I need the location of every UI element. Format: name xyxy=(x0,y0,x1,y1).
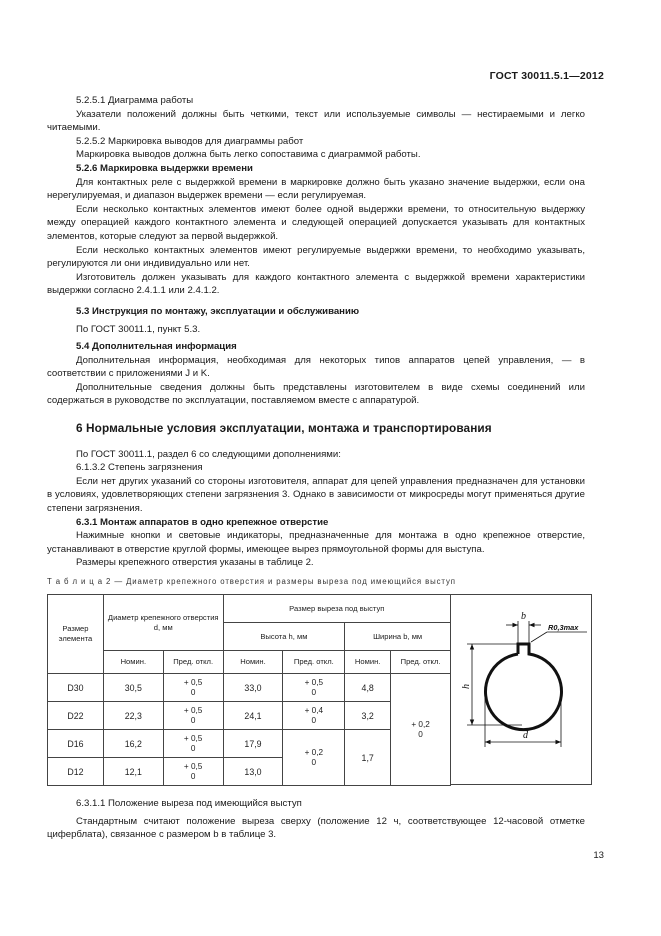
table-row xyxy=(48,702,451,730)
paragraph: Для контактных реле с выдержкой времени в маркировке должно быть указано значение выдержки, если она нерегулируемая, и диапазон выдержек времени — если регулируемая. xyxy=(47,176,585,202)
clause-6-3-1-heading: 6.3.1 Монтаж аппаратов в одно крепежное отверстие xyxy=(76,516,329,528)
clause-6-1-3-2-title: 6.1.3.2 Степень загрязнения xyxy=(76,462,203,474)
section-6-heading: 6 Нормальные условия эксплуатации, монтажа и транспортирования xyxy=(76,421,492,436)
header-diameter: Диаметр крепежного отверстия d, мм xyxy=(103,595,223,651)
clause-5-4-heading: 5.4 Дополнительная информация xyxy=(76,341,237,353)
clause-6-3-1-1 xyxy=(47,797,585,842)
dev-upper: + 0,5 xyxy=(183,705,203,715)
cell-h-dev xyxy=(283,702,345,730)
cell-b-shared: 1,7 xyxy=(345,730,391,786)
cell-size: D30 xyxy=(48,674,104,702)
cell-b: 4,8 xyxy=(345,674,391,702)
header-deviation: Пред. откл. xyxy=(283,651,345,674)
clause-5-2-5-2-title: 5.2.5.2 Маркировка выводов для диаграммы работ xyxy=(76,135,304,147)
paragraph: Если несколько контактных элементов имеют регулируемые выдержки времени, то необходимо указывать, регулируются ли они индивидуально или нет. xyxy=(47,244,585,270)
cell-d: 12,1 xyxy=(103,758,163,786)
clause-5-2-6-heading: 5.2.6 Маркировка выдержки времени xyxy=(76,162,253,174)
dev-upper: + 0,2 xyxy=(411,719,430,729)
clause-5-2-5-1-title: 5.2.5.1 Диаграмма работы xyxy=(76,95,194,106)
cell-d-dev xyxy=(163,702,223,730)
paragraph: Изготовитель должен указывать для каждого контактного элемента с выдержкой времени характеристики выдержки согласно 2.4.1.1 или 2.4.1.2. xyxy=(47,271,585,297)
header-nominal: Номин. xyxy=(345,651,391,674)
page-number: 13 xyxy=(593,850,604,861)
cell-d-dev xyxy=(163,758,223,786)
dev-upper: + 0,2 xyxy=(304,747,324,757)
label-d: d xyxy=(523,730,528,741)
dev-lower: 0 xyxy=(190,771,196,781)
header-deviation: Пред. откл. xyxy=(391,651,451,674)
cell-d-dev xyxy=(163,674,223,702)
label-h: h xyxy=(461,684,472,689)
cell-h-dev xyxy=(283,674,345,702)
cell-d-dev xyxy=(163,730,223,758)
cell-d: 30,5 xyxy=(103,674,163,702)
label-r: R0,3max xyxy=(548,623,579,632)
header-nominal: Номин. xyxy=(103,651,163,674)
dev-lower: 0 xyxy=(311,687,317,697)
dev-lower: 0 xyxy=(190,687,196,697)
clause-5-3-heading: 5.3 Инструкция по монтажу, эксплуатации и обслуживанию xyxy=(76,305,360,317)
cell-b: 3,2 xyxy=(345,702,391,730)
header-height: Высота h, мм xyxy=(223,623,345,651)
paragraph: Стандартным считают положение выреза сверху (положение 12 ч, соответствующее 12-часовой отметке циферблата), связанное с размером b в таблице 3. xyxy=(47,815,585,841)
cell-d: 22,3 xyxy=(103,702,163,730)
cell-h-dev-shared xyxy=(283,730,345,786)
dev-upper: + 0,5 xyxy=(183,761,203,771)
cell-h: 17,9 xyxy=(223,730,283,758)
cell-size: D22 xyxy=(48,702,104,730)
header-size: Размер элемента xyxy=(48,595,104,674)
table-caption: Т а б л и ц а 2 — Диаметр крепежного отверстия и размеры выреза под имеющийся выступ xyxy=(47,577,456,586)
paragraph: Если несколько контактных элементов имеют более одной выдержки времени, то относительную выдержку между операцией каждого контактного элемента и следующей операцией допускается указывать для контактных элементов, которые следуют за первой выдержкой. xyxy=(47,203,585,242)
header-width: Ширина b, мм xyxy=(345,623,451,651)
dev-lower: 0 xyxy=(311,757,317,767)
dev-upper: + 0,4 xyxy=(304,705,324,715)
clause-6-3-1-1-title: 6.3.1.1 Положение выреза под имеющийся выступ xyxy=(76,798,302,809)
hole-drawing xyxy=(451,595,591,784)
hole-outline xyxy=(486,644,562,730)
cell-b-dev-shared xyxy=(391,674,451,786)
figure-cell xyxy=(450,594,592,785)
paragraph: Размеры крепежного отверстия указаны в таблице 2. xyxy=(76,557,314,569)
paragraph: По ГОСТ 30011.1, пункт 5.3. xyxy=(76,323,201,335)
cell-size: D16 xyxy=(48,730,104,758)
dev-lower: 0 xyxy=(311,715,317,725)
dev-lower: 0 xyxy=(418,729,423,739)
label-b: b xyxy=(521,611,526,622)
dev-lower: 0 xyxy=(190,743,196,753)
paragraph: Нажимные кнопки и световые индикаторы, предназначенные для монтажа в одно крепежное отверстие, устанавливают в отверстие круглой формы, имеющее вырез прямоугольной формы для выступа. xyxy=(47,530,585,555)
table-2-area xyxy=(47,594,591,785)
cell-h: 24,1 xyxy=(223,702,283,730)
body-text xyxy=(47,94,585,570)
paragraph: Маркировка выводов должна быть легко сопоставима с диаграммой работы. xyxy=(76,149,421,161)
dev-upper: + 0,5 xyxy=(304,677,324,687)
header-deviation: Пред. откл. xyxy=(163,651,223,674)
paragraph: Если нет других указаний со стороны изготовителя, аппарат для цепей управления предназначен для установки в условиях, удовлетворяющих степени загрязнения 3. Однако в зависимости от микросреды могут применяться другие степени загрязнения. xyxy=(47,475,585,515)
table-row xyxy=(48,730,451,758)
paragraph: Дополнительная информация, необходимая для некоторых типов аппаратов цепей управления, — в соответствии с приложениями J и K. xyxy=(47,354,585,380)
document-header: ГОСТ 30011.5.1—2012 xyxy=(489,70,604,82)
dev-upper: + 0,5 xyxy=(183,677,203,687)
header-nominal: Номин. xyxy=(223,651,283,674)
paragraph: Дополнительные сведения должны быть представлены изготовителем в виде схемы соединений или содержаться в руководстве по эксплуатации, поставляемом вместе с аппаратурой. xyxy=(47,381,585,407)
cell-d: 16,2 xyxy=(103,730,163,758)
paragraph: Указатели положений должны быть четкими, текст или используемые символы — нестираемыми и легко читаемыми. xyxy=(47,108,585,134)
dev-upper: + 0,5 xyxy=(183,733,203,743)
cell-h: 13,0 xyxy=(223,758,283,786)
paragraph: По ГОСТ 30011.1, раздел 6 со следующими дополнениями: xyxy=(76,448,341,460)
cell-size: D12 xyxy=(48,758,104,786)
table-2 xyxy=(47,594,451,786)
header-cut: Размер выреза под выступ xyxy=(223,595,450,623)
dev-lower: 0 xyxy=(190,715,196,725)
table-row xyxy=(48,674,451,702)
cell-h: 33,0 xyxy=(223,674,283,702)
